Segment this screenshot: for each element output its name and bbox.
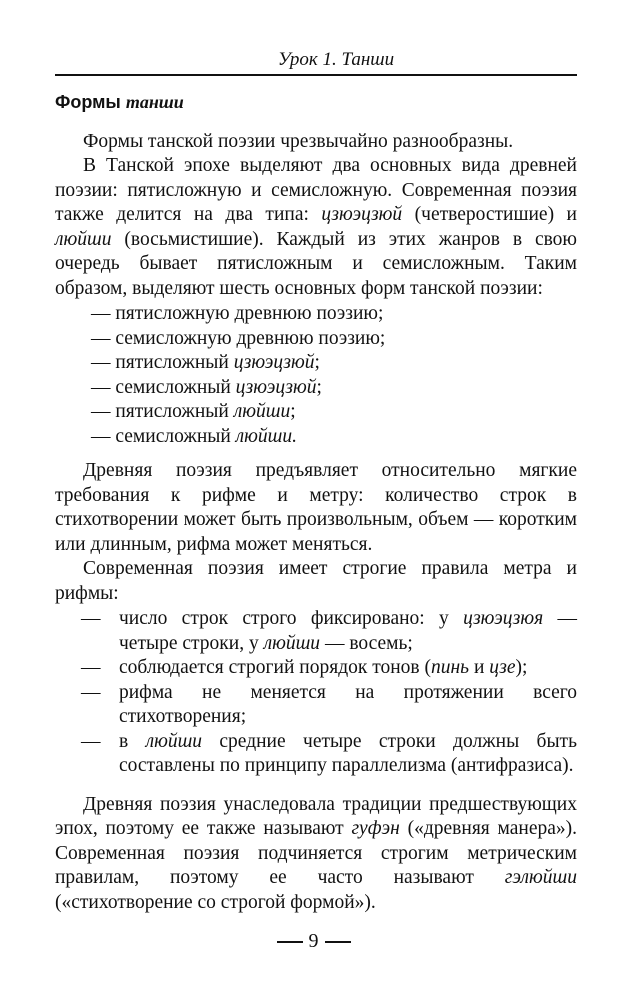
- list-item: — соблюдается строгий порядок тонов (пинь и цзе);: [55, 656, 577, 681]
- term-italic: гэлюйши: [504, 867, 577, 888]
- footer-rule-right: [325, 941, 351, 943]
- text-run: В Танской эпохе выделяют два основных вида древней поэзии: пятисложную и семисложную. Современная поэзия также делится на два типа:: [55, 155, 577, 225]
- term-italic: люйши: [145, 730, 203, 752]
- term-italic: цзюэцзюй: [321, 204, 403, 225]
- list-item: — пятисложный люйши;: [55, 400, 577, 425]
- term-italic: люйши: [263, 632, 321, 654]
- list-item: — число строк строго фиксировано: у цзюэцзюя — четыре строки, у люйши — восемь;: [55, 607, 577, 656]
- text-run: (четверостишие) и: [402, 204, 577, 225]
- term-italic: люйши: [233, 401, 291, 422]
- paragraph-modern-poetry: Современная поэзия имеет строгие правила метра и рифмы:: [55, 558, 577, 604]
- list-item: — семисложный люйши.: [55, 425, 577, 450]
- paragraph-names: Древняя поэзия унаследовала традиции предшествующих эпох, поэтому ее также называют гуфэн («древняя манера»). Современная поэзия подчиняется строгим метрическим правилам, поэтому ее часто называют гэлюйши («стихотворение со строгой формой»).: [55, 793, 577, 913]
- paragraph-ancient-poetry: Древняя поэзия предъявляет относительно мягкие требования к рифме и метру: количество строк в стихотворении может быть произвольным, объем — коротким или длинным, рифма может меняться.: [55, 460, 577, 555]
- section-title-italic: танши: [125, 92, 184, 112]
- term-italic: пинь: [431, 657, 470, 678]
- header-rule: [55, 74, 577, 76]
- paragraph-types: [55, 154, 577, 301]
- rules-list: [55, 607, 577, 779]
- footer-rule-left: [277, 941, 303, 943]
- term-italic: цзюэцзюй: [233, 352, 315, 373]
- list-item: — пятисложный цзюэцзюй;: [55, 351, 577, 376]
- term-italic: цзюэцзюй: [235, 376, 317, 398]
- list-item: — рифма не меняется на протяжении всего стихотворения;: [55, 681, 577, 730]
- term-italic: цзюэцзюя: [463, 608, 544, 629]
- page-footer: [0, 930, 627, 953]
- term-italic: люйши: [55, 228, 112, 250]
- running-header: Урок 1. Танши: [277, 49, 395, 70]
- term-italic: гуфэн: [351, 818, 400, 839]
- list-item: — пятисложную древнюю поэзию;: [55, 302, 577, 327]
- page-content: [55, 90, 577, 915]
- list-item: — в люйши средние четыре строки должны быть составлены по принципу параллелизма (антифразиса).: [55, 730, 577, 779]
- page-number: 9: [308, 930, 319, 952]
- section-title: [55, 90, 577, 115]
- paragraph-intro: Формы танской поэзии чрезвычайно разнообразны.: [83, 130, 514, 152]
- list-item: — семисложную древнюю поэзию;: [55, 327, 577, 352]
- section-title-text: Формы: [55, 92, 126, 112]
- term-italic: цзе: [489, 657, 516, 678]
- text-run: (восьмистишие). Каждый из этих жанров в свою очередь бывает пятисложным и семисложным. Таким образом, выделяют шесть основных форм танской поэзии:: [55, 228, 577, 299]
- forms-list: [55, 302, 577, 449]
- list-item: — семисложный цзюэцзюй;: [55, 376, 577, 401]
- term-italic: люйши.: [235, 425, 298, 447]
